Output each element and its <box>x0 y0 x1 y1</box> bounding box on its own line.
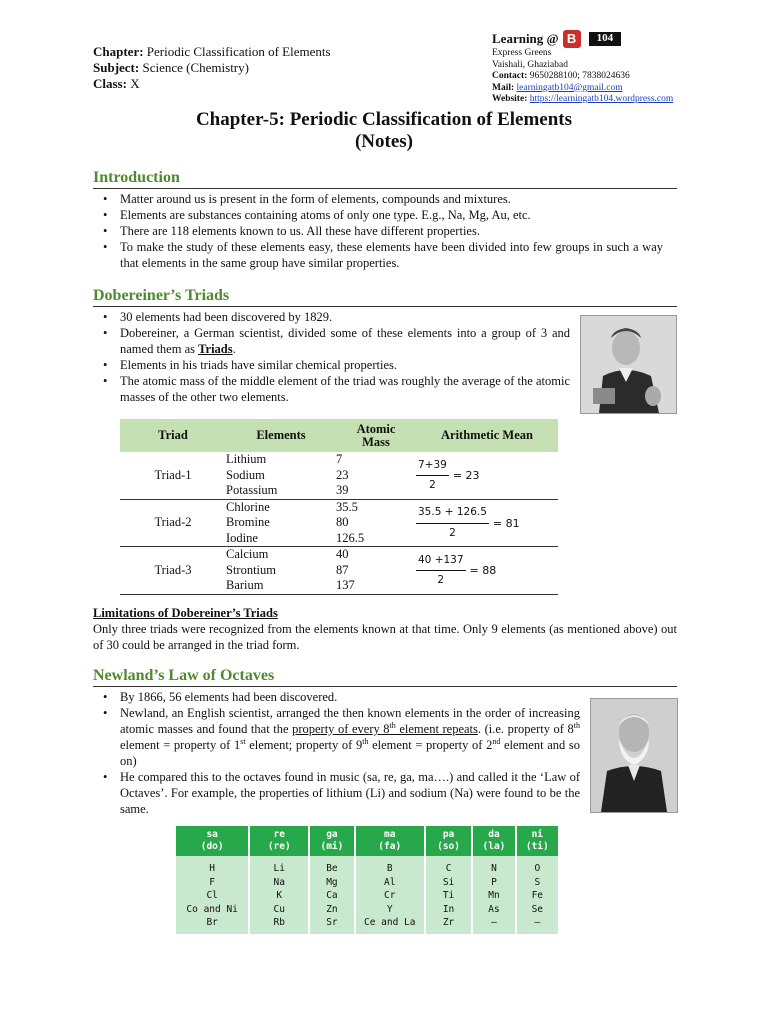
arithmetic-mean <box>416 547 558 595</box>
bullet-text: property of every 8 <box>292 722 390 736</box>
brand-number: 104 <box>589 32 622 46</box>
contact-value: 9650288100; 7838024636 <box>529 71 630 81</box>
table-cell: Se <box>517 903 558 917</box>
introduction-heading: Introduction <box>93 169 677 189</box>
bullet-text: Dobereiner, a German scientist, divided some of these elements into a group of 3 and named them as <box>120 326 570 356</box>
limitations-block <box>93 605 677 653</box>
website-label: Website: <box>492 94 528 104</box>
chapter-label: Chapter: <box>93 44 144 59</box>
list-item: • Elements are substances containing atoms of only one type. E.g., Na, Mg, Au, etc. <box>93 207 663 223</box>
institute-contact-block <box>492 30 722 106</box>
column-header-triad: Triad <box>120 419 226 452</box>
brand-line <box>492 30 722 48</box>
column-header-elements: Elements <box>226 419 336 452</box>
table-row <box>176 876 558 890</box>
atomic-mass: 126.5 <box>336 530 365 545</box>
list-item: • 30 elements had been discovered by 1829. <box>93 309 570 325</box>
dobereiner-list <box>93 309 570 405</box>
limitations-heading: Limitations of Dobereiner’s Triads <box>93 606 278 620</box>
bullet-text: . <box>232 342 236 356</box>
bullet-text: element and so on) <box>120 738 581 768</box>
bullet-text: element repeats <box>395 722 478 736</box>
table-cell: Ca <box>310 889 353 903</box>
column-header <box>356 826 424 856</box>
table-cell: Cu <box>250 903 308 917</box>
limitations-text: Only three triads were recognized from the elements known at that time. Only 9 elements (as mentioned above) out of 30 could be arranged in the triad form. <box>93 622 677 652</box>
table-cell: As <box>473 903 514 917</box>
table-cell: Cl <box>176 889 248 903</box>
table-cell: N <box>473 856 514 876</box>
table-header-row <box>176 826 558 856</box>
note-alias: (la) <box>482 841 506 852</box>
note-alias: (fa) <box>378 841 402 852</box>
title-line-1: Chapter-5: Periodic Classification of Elements <box>195 109 573 130</box>
ordinal-suffix: th <box>573 720 580 730</box>
address-line-1: Express Greens <box>492 48 552 58</box>
column-header <box>473 826 514 856</box>
brand-text: Learning @ <box>492 31 559 47</box>
table-cell: — <box>473 916 514 934</box>
atomic-mass: 35.5 <box>336 499 358 514</box>
table-cell: Si <box>426 876 471 890</box>
arithmetic-mean <box>416 452 558 499</box>
note-name: sa <box>206 829 218 840</box>
list-item <box>93 705 580 769</box>
triads-term: Triads <box>198 342 233 356</box>
table-cell: Be <box>310 856 353 876</box>
table-cell: Mn <box>473 889 514 903</box>
element-name: Barium <box>226 578 264 592</box>
newland-portrait <box>590 698 678 813</box>
table-cell: C <box>426 856 471 876</box>
page-title <box>0 109 768 153</box>
table-cell: F <box>176 876 248 890</box>
list-item <box>93 325 570 357</box>
table-cell: Zr <box>426 916 471 934</box>
mean-result: = 81 <box>492 516 520 530</box>
mail-label: Mail: <box>492 82 515 93</box>
triad-masses <box>336 499 416 547</box>
note-alias: (mi) <box>320 841 344 852</box>
table-cell: B <box>356 856 424 876</box>
class-value: X <box>130 76 140 91</box>
element-name: Potassium <box>226 483 278 497</box>
newland-heading: Newland’s Law of Octaves <box>93 667 677 687</box>
column-header <box>426 826 471 856</box>
element-name: Sodium <box>226 467 265 482</box>
note-name: re <box>273 829 285 840</box>
column-header-arithmetic-mean: Arithmetic Mean <box>416 419 558 452</box>
list-item: • The atomic mass of the middle element of the triad was roughly the average of the atomic masses of the other two elements. <box>93 373 570 405</box>
introduction-list <box>93 191 663 271</box>
note-name: da <box>488 829 500 840</box>
bullet-text: element = property of 1 <box>120 738 241 752</box>
triad-name: Triad-3 <box>120 547 226 595</box>
ordinal-suffix: th <box>389 720 396 730</box>
atomic-mass: 80 <box>336 515 349 529</box>
element-name: Strontium <box>226 562 277 577</box>
list-item: • To make the study of these elements easy, these elements have been divided into few groups in such a way that elements in the same group have similar properties. <box>93 239 663 271</box>
atomic-mass: 87 <box>336 562 349 577</box>
table-row <box>176 903 558 917</box>
atomic-mass: 23 <box>336 467 349 482</box>
list-item: • There are 118 elements known to us. All these have different properties. <box>93 223 663 239</box>
mean-denominator: 2 <box>449 526 456 539</box>
mean-result: = 88 <box>469 564 497 577</box>
atomic-mass: 39 <box>336 483 349 497</box>
table-cell: P <box>473 876 514 890</box>
list-item: • He compared this to the octaves found in music (sa, re, ga, ma….) and called it the ‘Law of Octaves’. For example, the properties of lithium (Li) and sodium (Na) were found to be the same. <box>93 769 580 817</box>
mean-denominator: 2 <box>429 479 436 492</box>
column-header <box>176 826 248 856</box>
note-alias: (re) <box>267 841 291 852</box>
table-header-row <box>120 419 558 452</box>
table-cell: H <box>176 856 248 876</box>
table-cell: Zn <box>310 903 353 917</box>
note-alias: (do) <box>200 841 224 852</box>
triad-name: Triad-1 <box>120 452 226 499</box>
table-cell: Ti <box>426 889 471 903</box>
note-name: ma <box>384 829 396 840</box>
table-cell: Cr <box>356 889 424 903</box>
mail-link[interactable]: learningatb104@gmail.com <box>516 82 623 93</box>
arithmetic-mean <box>416 499 558 547</box>
table-row <box>176 916 558 934</box>
triad-masses <box>336 452 416 499</box>
table-row <box>176 856 558 876</box>
dobereiner-portrait-image <box>581 316 676 413</box>
table-cell: Rb <box>250 916 308 934</box>
dobereiner-portrait <box>580 315 677 414</box>
table-cell: Co and Ni <box>176 903 248 917</box>
note-alias: (so) <box>437 841 460 852</box>
table-row <box>120 547 558 595</box>
table-row <box>120 452 558 499</box>
dobereiner-heading: Dobereiner’s Triads <box>93 287 677 307</box>
column-header <box>310 826 353 856</box>
brand-logo-icon: B <box>563 30 581 48</box>
element-name: Chlorine <box>226 499 270 514</box>
column-header-atomic-mass <box>336 419 416 452</box>
atomic-mass-header-text: Atomic Mass <box>356 421 396 449</box>
ordinal-suffix: st <box>240 736 246 746</box>
note-name: ga <box>326 829 338 840</box>
bullet-text: element = property of 2 <box>368 738 493 752</box>
table-cell: Mg <box>310 876 353 890</box>
ordinal-suffix: nd <box>492 736 501 746</box>
mean-denominator: 2 <box>437 574 445 587</box>
table-cell: Ce and La <box>356 916 424 934</box>
website-link[interactable]: https://learningatb104.wordpress.com <box>529 94 674 104</box>
note-alias: (ti) <box>525 841 549 852</box>
subject-value: Science (Chemistry) <box>142 60 249 75</box>
table-cell: In <box>426 903 471 917</box>
table-row <box>176 889 558 903</box>
table-cell: Br <box>176 916 248 934</box>
octaves-table <box>174 826 560 934</box>
triads-table <box>120 419 558 595</box>
triad-name: Triad-2 <box>120 499 226 547</box>
document-header-info <box>93 44 331 92</box>
newland-portrait-image <box>591 699 677 812</box>
title-line-2: (Notes) <box>354 131 414 152</box>
element-name: Calcium <box>226 547 269 561</box>
subject-label: Subject: <box>93 60 140 75</box>
table-cell: O <box>517 856 558 876</box>
column-header <box>517 826 558 856</box>
list-item: • Elements in his triads have similar chemical properties. <box>93 357 570 373</box>
repeat-phrase <box>292 722 478 736</box>
class-label: Class: <box>93 76 127 91</box>
mean-numerator: 40 +137 <box>416 553 466 572</box>
atomic-mass: 137 <box>336 578 355 592</box>
triad-elements <box>226 499 336 547</box>
table-cell: K <box>250 889 308 903</box>
mean-numerator: 7+39 <box>416 458 449 477</box>
mean-result: = 23 <box>452 469 480 482</box>
element-name: Bromine <box>226 515 270 529</box>
table-cell: Li <box>250 856 308 876</box>
element-name: Iodine <box>226 530 258 545</box>
triad-masses <box>336 547 416 595</box>
atomic-mass: 40 <box>336 547 349 561</box>
list-item: • By 1866, 56 elements had been discovered. <box>93 689 580 705</box>
table-cell: Na <box>250 876 308 890</box>
triad-elements <box>226 452 336 499</box>
table-cell: Fe <box>517 889 558 903</box>
note-name: pa <box>442 829 455 840</box>
newland-list <box>93 689 580 817</box>
table-cell: — <box>517 916 558 934</box>
bullet-text: element; property of 9 <box>245 738 363 752</box>
ordinal-suffix: th <box>362 736 369 746</box>
mean-numerator: 35.5 + 126.5 <box>416 505 489 524</box>
list-item: • Matter around us is present in the form of elements, compounds and mixtures. <box>93 191 663 207</box>
table-cell: Y <box>356 903 424 917</box>
triad-elements <box>226 547 336 595</box>
column-header <box>250 826 308 856</box>
table-cell: Sr <box>310 916 353 934</box>
bullet-text: . (i.e. property of 8 <box>477 722 574 736</box>
note-name: ni <box>531 829 544 840</box>
table-cell: S <box>517 876 558 890</box>
contact-label: Contact: <box>492 71 528 81</box>
bullet-text: Newland, an English scientist, arranged the then known elements in the order of increasing atomic masses and found that the <box>120 706 580 736</box>
atomic-mass: 7 <box>336 452 343 466</box>
chapter-value: Periodic Classification of Elements <box>146 44 331 59</box>
element-name: Lithium <box>226 452 267 466</box>
address-line-2: Vaishali, Ghaziabad <box>492 59 568 70</box>
table-cell: Al <box>356 876 424 890</box>
table-row <box>120 499 558 547</box>
